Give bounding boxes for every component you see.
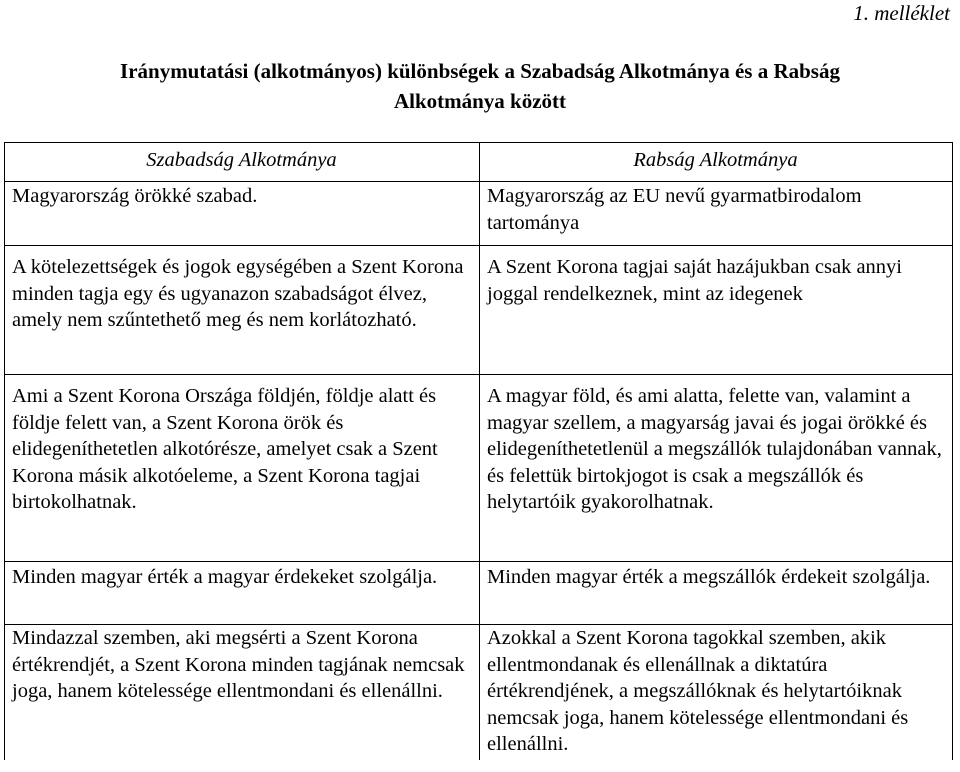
table-row — [5, 182, 953, 246]
table-row — [5, 375, 953, 562]
freedom-cell: Mindazzal szemben, aki megsérti a Szent Korona értékrendjét, a Szent Korona minden tagjának nemcsak joga, hanem kötelessége ellentmondani és ellenállni. — [5, 625, 480, 760]
bondage-cell: Azokkal a Szent Korona tagokkal szemben, akik ellentmondanak és ellenállnak a diktatúra értékrendjének, a megszállóknak és helytartóiknak nemcsak joga, hanem kötelessége ellentmondani és ellenállni. — [480, 625, 953, 760]
bondage-cell: Magyarország az EU nevű gyarmatbirodalom tartománya — [480, 182, 953, 246]
header-bondage-constitution: Rabság Alkotmánya — [480, 143, 953, 182]
table-row — [5, 625, 953, 760]
table-row — [5, 562, 953, 625]
annex-label: 1. melléklet — [853, 1, 950, 25]
table-row — [5, 246, 953, 375]
freedom-cell: Minden magyar érték a magyar érdekeket szolgálja. — [5, 562, 480, 625]
freedom-cell: A kötelezettségek és jogok egységében a Szent Korona minden tagja egy és ugyanazon szabadságot élvez, amely nem szűntethető meg és nem korlátozható. — [5, 246, 480, 375]
bondage-cell: Minden magyar érték a megszállók érdekeit szolgálja. — [480, 562, 953, 625]
table-header-row — [5, 143, 953, 182]
document-title-line-2: Alkotmánya között — [393, 89, 567, 113]
document-title — [0, 56, 960, 116]
header-freedom-constitution: Szabadság Alkotmánya — [5, 143, 480, 182]
comparison-table — [4, 142, 953, 760]
bondage-cell: A magyar föld, és ami alatta, felette van, valamint a magyar szellem, a magyarság javai és jogai örökké és elidegeníthetetlenül a megszállók tulajdonában vannak, és felettük birtokjogot is csak a megszállók és helytartóik gyakorolhatnak. — [480, 375, 953, 562]
freedom-cell: Ami a Szent Korona Országa földjén, földje alatt és földje felett van, a Szent Korona örök és elidegeníthetetlen alkotórésze, amelyet csak a Szent Korona másik alkotóeleme, a Szent Korona tagjai birtokolhatnak. — [5, 375, 480, 562]
freedom-cell: Magyarország örökké szabad. — [5, 182, 480, 246]
document-title-line-1: Iránymutatási (alkotmányos) különbségek a Szabadság Alkotmánya és a Rabság — [120, 59, 840, 83]
bondage-cell: A Szent Korona tagjai saját hazájukban csak annyi joggal rendelkeznek, mint az idegenek — [480, 246, 953, 375]
